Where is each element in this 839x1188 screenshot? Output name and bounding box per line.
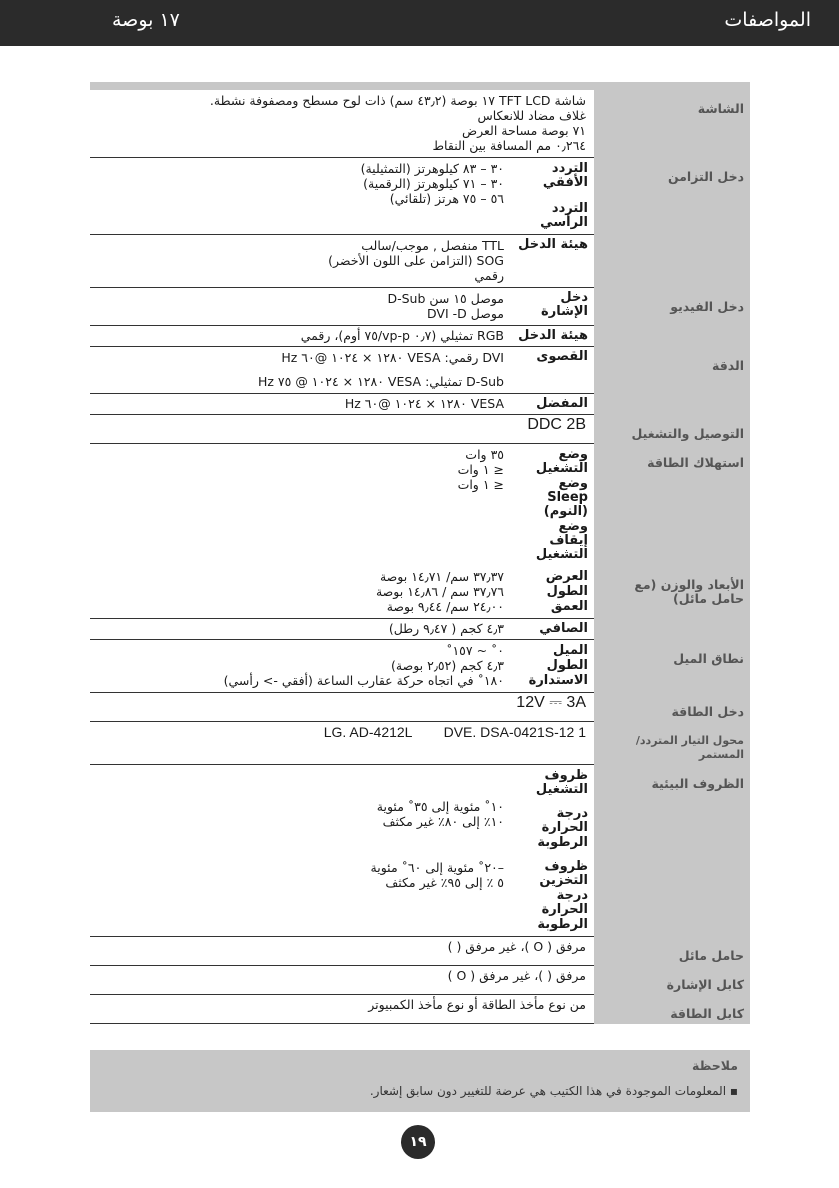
row-sync-form: هيئة الدخل TTL منفصل , موجب/سالب SOG (التزامن على اللون الأخضر) رقمي: [90, 235, 750, 288]
spec-table: [90, 82, 750, 1024]
row-video: دخل الفيديو دخل الإشارة موصل ١٥ سن D-Sub موصل DVI -D: [90, 288, 750, 326]
row-resolution-pref: المفضل VESA ١٢٨٠ × ١٠٢٤ @٦٠ Hz: [90, 394, 750, 415]
model-size: ١٧ بوصة: [112, 9, 180, 31]
row-power-cable: كابل الطاقة من نوع مأخذ الطاقة أو نوع مأخذ الكمبيوتر: [90, 995, 750, 1024]
page-header: [0, 0, 839, 46]
row-tilt: نطاق الميل الميل الطول الاستدارة ٠˚ ~ ١٥٧˚ ٤٫٣ كجم (٢٫٥٢ بوصة) ١٨٠˚ في اتجاه حركة عقارب الساعة (أفقي -> رأسي): [90, 640, 750, 693]
row-environment: الظروف البيئية ظروف التشغيل درجة الحرارة الرطوبة ظروف التخزين درجة الحرارة الرطوبة ١٠˚ مئوية إلى ٣٥˚ مئوية ١٠٪ إلى ٨٠٪ غير مكثف –٢٠˚ مئوية إلى ٦٠˚ مئوية ٥ ٪ إلى ٩٥٪ غير مكثف: [90, 765, 750, 937]
row-dimensions: الأبعاد والوزن (مع حامل مائل) العرض الطول العمق ٣٧٫٣٧ سم/ ١٤٫٧١ بوصة ٣٧٫٧٦ سم / ١٤٫٨٦ بوصة ٢٤٫٠٠ سم/ ٩٫٤٤ بوصة: [90, 566, 750, 619]
page-title: المواصفات: [724, 9, 811, 31]
row-signal-cable: كابل الإشارة مرفق ( )، غير مرفق ( O ): [90, 966, 750, 995]
row-display: الشاشة شاشة TFT LCD ١٧ بوصة (٤٣٫٢ سم) ذات لوح مسطح ومصفوفة نشطة. غلاف مضاد للانعكاس ٧١ بوصة مساحة العرض ٠٫٢٦٤ مم المسافة بين النقاط: [90, 90, 750, 158]
row-sync: دخل التزامن التردد الأفقي التردد الرأسي ٣٠ – ٨٣ كيلوهرتز (التمثيلية) ٣٠ – ٧١ كيلوهرتز (الرقمية) ٥٦ – ٧٥ هرتز (تلقائي): [90, 158, 750, 235]
page-number: ١٩: [401, 1125, 435, 1159]
row-net-weight: الصافي ٤٫٣ كجم ( ٩٫٤٧ رطل): [90, 619, 750, 640]
row-plug-play: التوصيل والتشغيل DDC 2B: [90, 415, 750, 444]
note-title: ملاحظة: [692, 1058, 738, 1073]
note-box: [90, 1050, 750, 1112]
row-resolution-max: الدقة القصوى DVI رقمي: VESA ١٢٨٠ × ١٠٢٤ @٦٠ Hz D-Sub تمثيلي: VESA ١٢٨٠ × ١٠٢٤ @ ٧٥ Hz: [90, 347, 750, 394]
row-power: استهلاك الطاقة وضع التشغيل وضع Sleep (النوم) وضع إيقاف التشغيل ٣٥ وات ≤ ١ وات ≤ ١ وات: [90, 444, 750, 567]
row-adapter: محول التيار المتردد/المستمر LG. AD-4212L DVE. DSA-0421S-12 1: [90, 722, 750, 765]
row-video-form: هيئة الدخل RGB تمثيلي (٠٫٧ vp-p/٧٥ أوم)، رقمي: [90, 326, 750, 347]
note-body: ▪ المعلومات الموجودة في هذا الكتيب هي عرضة للتغيير دون سابق إشعار.: [369, 1084, 738, 1098]
row-stand: حامل مائل مرفق ( O )، غير مرفق ( ): [90, 937, 750, 966]
row-power-input: دخل الطاقة 12V ⎓ 3A: [90, 693, 750, 722]
